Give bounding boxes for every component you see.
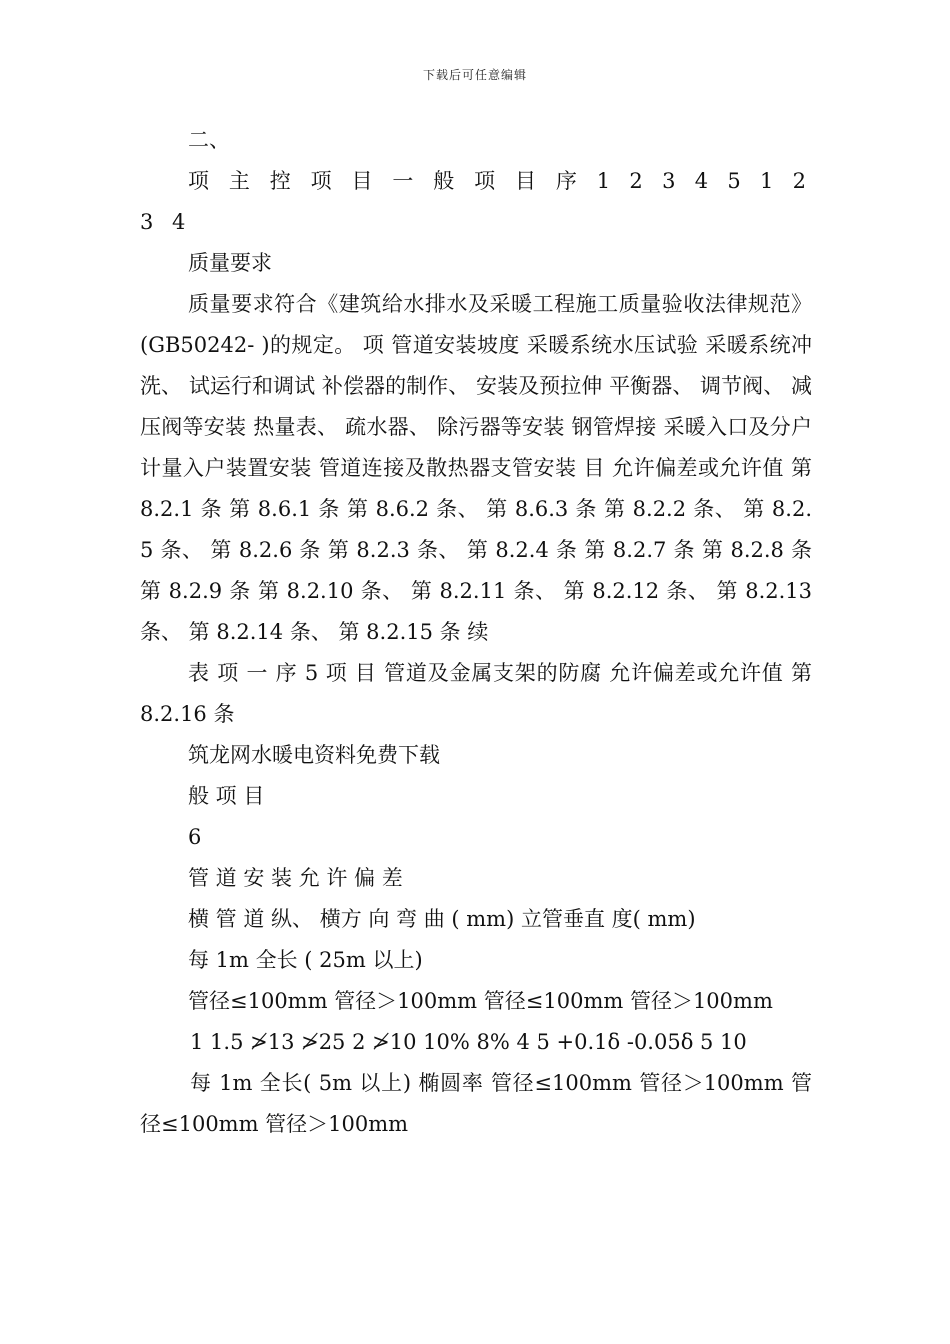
table-continued-paragraph: 表 项 一 序 5 项 目 管道及金属支架的防腐 允许偏差或允许值 第 8.2.16 条 — [140, 661, 812, 726]
quality-requirement-paragraph: 质量要求符合《建筑给水排水及采暖工程施工质量验收法律规范》(GB50242- )的规定。 项 管道安装坡度 采暖系统水压试验 采暖系统冲洗、 试运行和调试 补偿器的制作、 安装及预拉伸 平衡器、 调节阀、 减压阀等安装 热量表、 疏水器、 除污器等安装 钢管焊接 采暖入口及分户计量入户装置安装 管道连接及散热器支管安装 目 允许偏差或允许值 第 8.2.1 条 第 8.6.1 条 第 8.6.2 条、 第 8.6.3 条 第 8.2.2 条、 第 8.2.5 条、 第 8.2.6 条 第 8.2.3 条、 第 8.2.4 条 第 8.2.7 条 第 8.2.8 条 第 8.2.9 条 第 8.2.10 条、 第 8.2.11 条、 第 8.2.12 条、 第 8.2.13 条、 第 8.2.14 条、 第 8.2.15 条 续 — [140, 292, 812, 644]
section-number: 二、 — [188, 128, 230, 152]
item-number: 6 — [188, 825, 202, 849]
bending-deviation-row: 横 管 道 纵、 横方 向 弯 曲 ( mm) 立管垂直 度( mm) — [188, 907, 696, 931]
length-condition-row: 每 1m 全长 ( 25m 以上) — [188, 948, 423, 972]
tolerance-values-row: 1 1.5 ≯13 ≯25 2 ≯10 10% 8% 4 5 +0.1δ -0.05δ 5 10 — [190, 1030, 747, 1054]
table-header-row: 项 主 控 项 目 一 般 项 目 序 1 2 3 4 5 1 2 3 4 — [140, 169, 812, 234]
page-header-note: 下载后可任意编辑 — [422, 68, 527, 82]
source-note: 筑龙网水暖电资料免费下载 — [188, 743, 440, 767]
quality-requirement-heading: 质量要求 — [188, 251, 272, 275]
ovality-row: 每 1m 全长( 5m 以上) 椭圆率 管径≤100mm 管径＞100mm 管径≤100mm 管径＞100mm — [140, 1071, 812, 1136]
pipe-installation-tolerance-title: 管 道 安 装 允 许 偏 差 — [188, 866, 403, 890]
general-items-label: 般 项 目 — [188, 784, 265, 808]
document-body — [140, 120, 812, 1145]
pipe-diameter-row: 管径≤100mm 管径＞100mm 管径≤100mm 管径＞100mm — [188, 989, 773, 1013]
